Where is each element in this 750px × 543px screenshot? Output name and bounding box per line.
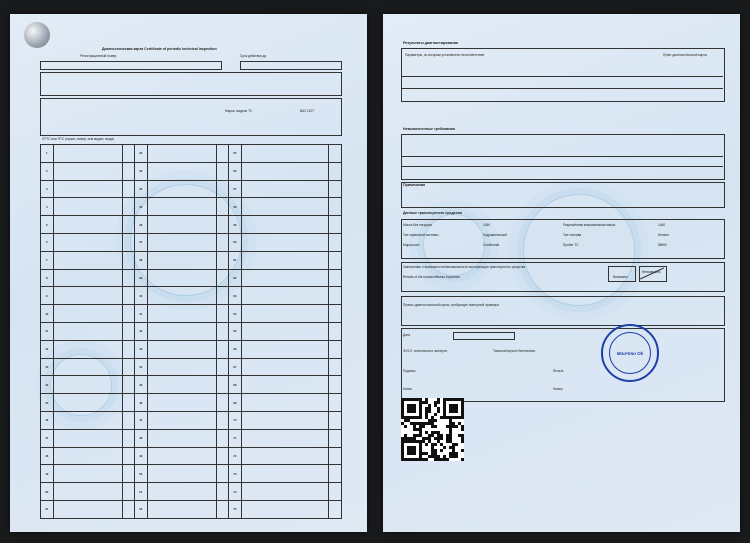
table-cell [147, 269, 216, 287]
table-row [41, 340, 342, 358]
table-cell: 42 [135, 322, 148, 340]
table-row [41, 376, 342, 394]
remarks-box [401, 182, 725, 208]
table-cell: 51 [135, 483, 148, 501]
table-cell [53, 411, 122, 429]
table-row [41, 411, 342, 429]
table-row [41, 233, 342, 251]
table-cell [122, 358, 135, 376]
table-cell: 35 [135, 198, 148, 216]
table-cell: 56 [229, 162, 242, 180]
table-cell [216, 269, 229, 287]
table-cell: 61 [229, 251, 242, 269]
table-cell [53, 145, 122, 163]
table-cell: 62 [229, 269, 242, 287]
table-row [41, 269, 342, 287]
date-label: Дата [403, 333, 411, 337]
table-cell: 55 [229, 145, 242, 163]
table-cell [53, 340, 122, 358]
table-cell [122, 322, 135, 340]
table-cell: 73 [229, 465, 242, 483]
table-cell: 47 [135, 411, 148, 429]
table-cell [147, 180, 216, 198]
table-cell [122, 233, 135, 251]
table-cell [329, 376, 342, 394]
table-cell [147, 145, 216, 163]
table-cell: 44 [135, 358, 148, 376]
table-cell: 19 [41, 465, 54, 483]
table-cell: 5 [41, 216, 54, 234]
table-cell [147, 251, 216, 269]
vehicle-brand-value: ВАЗ 2107 [300, 109, 315, 113]
table-cell [53, 287, 122, 305]
table-row [41, 180, 342, 198]
table-cell [53, 465, 122, 483]
notes-header: Пункт диагностической карты [663, 53, 707, 57]
table-cell [53, 198, 122, 216]
mass-value: 1060 [483, 223, 491, 227]
table-cell [216, 322, 229, 340]
table-cell: 49 [135, 447, 148, 465]
regulation-line: СРТС или ПТС (серия, номер, кем выдан, когда) [42, 137, 115, 141]
table-cell [329, 411, 342, 429]
table-cell [329, 500, 342, 518]
table-cell [147, 411, 216, 429]
hologram-sticker [24, 22, 50, 48]
brake-label: Тип тормозной системы [403, 233, 439, 237]
table-cell: 69 [229, 394, 242, 412]
table-cell [241, 145, 329, 163]
table-cell: 72 [229, 447, 242, 465]
table-cell [241, 162, 329, 180]
table-cell: 48 [135, 429, 148, 447]
table-cell: 66 [229, 340, 242, 358]
table-row [41, 358, 342, 376]
card-title: Диагностическая карта Certificate of periodic technical inspection [102, 47, 217, 51]
repeat-label: Пункты диагностической карты, требующие повторной проверки [403, 303, 499, 307]
table-cell: 32 [135, 145, 148, 163]
table-cell [147, 340, 216, 358]
reg-number-boxes [40, 61, 222, 70]
table-cell [329, 233, 342, 251]
table-cell [216, 251, 229, 269]
table-cell [216, 465, 229, 483]
mileage-value: 86500 [658, 243, 667, 247]
table-cell [216, 162, 229, 180]
table-cell: 41 [135, 305, 148, 323]
expert-value: Тимохов Кирилл Евгеньевич [493, 349, 536, 353]
table-cell [122, 287, 135, 305]
table-cell [122, 340, 135, 358]
table-cell: 40 [135, 287, 148, 305]
table-cell [53, 269, 122, 287]
table-cell [122, 162, 135, 180]
table-cell [147, 322, 216, 340]
table-row [41, 162, 342, 180]
table-cell [329, 429, 342, 447]
table-cell [216, 180, 229, 198]
table-cell [122, 198, 135, 216]
table-cell [241, 269, 329, 287]
table-cell: 38 [135, 251, 148, 269]
repeat-box [401, 296, 725, 326]
table-cell: 16 [41, 411, 54, 429]
table-cell [122, 394, 135, 412]
table-cell [216, 394, 229, 412]
table-cell: 71 [229, 429, 242, 447]
table-cell: 3 [41, 180, 54, 198]
table-cell [122, 429, 135, 447]
table-cell [241, 233, 329, 251]
vehicle-data-label: Данные транспортного средства [403, 211, 462, 215]
table-cell [241, 216, 329, 234]
table-cell: 34 [135, 180, 148, 198]
conclusion-en: Results of the roadworthiness inspection [403, 275, 461, 279]
table-cell [329, 216, 342, 234]
table-cell [241, 198, 329, 216]
mass-label: Масса без нагрузки [403, 223, 432, 227]
table-cell [216, 198, 229, 216]
diagnostic-card-back-page [383, 14, 740, 532]
vehicle-brand-label: Марка, модель ТС [225, 109, 253, 113]
table-cell: 45 [135, 376, 148, 394]
table-cell [53, 429, 122, 447]
table-cell [216, 233, 229, 251]
table-cell: 36 [135, 216, 148, 234]
table-cell [241, 340, 329, 358]
table-cell [216, 145, 229, 163]
table-cell [53, 376, 122, 394]
params-header: Параметры, по которым установлено несоответствие [405, 53, 485, 57]
table-cell [329, 180, 342, 198]
valid-until-boxes [240, 61, 342, 70]
table-cell [216, 305, 229, 323]
table-cell: 6 [41, 233, 54, 251]
signature-block [401, 328, 725, 402]
table-row [41, 500, 342, 518]
official-stamp [601, 324, 659, 382]
table-cell [216, 411, 229, 429]
table-cell [53, 394, 122, 412]
nonconform-table [401, 134, 725, 180]
max-mass-value: 1460 [658, 223, 666, 227]
table-cell [122, 465, 135, 483]
table-cell [147, 287, 216, 305]
table-cell [329, 251, 342, 269]
table-cell [216, 358, 229, 376]
table-cell [53, 500, 122, 518]
table-cell [241, 429, 329, 447]
table-cell [122, 269, 135, 287]
table-cell [216, 500, 229, 518]
number-label: Номер [553, 387, 563, 391]
table-cell [329, 162, 342, 180]
table-cell [147, 483, 216, 501]
allowed-box [608, 266, 636, 282]
table-cell [241, 180, 329, 198]
table-cell [122, 376, 135, 394]
signature-label: Подпись [403, 369, 416, 373]
table-cell: 65 [229, 322, 242, 340]
copy-label: Копия [403, 387, 412, 391]
table-row [41, 251, 342, 269]
table-cell: 52 [135, 500, 148, 518]
table-cell [329, 269, 342, 287]
remarks-label: Примечания [403, 183, 426, 187]
denied-label: Невозможно [642, 270, 661, 274]
table-cell [122, 251, 135, 269]
table-cell [241, 322, 329, 340]
table-cell: 67 [229, 358, 242, 376]
table-cell [122, 216, 135, 234]
table-cell: 70 [229, 411, 242, 429]
fuel-value: Бензин [658, 233, 669, 237]
table-row [41, 287, 342, 305]
table-cell [53, 180, 122, 198]
table-cell [53, 358, 122, 376]
table-cell [147, 500, 216, 518]
table-cell [241, 394, 329, 412]
table-cell [147, 305, 216, 323]
table-cell: 39 [135, 269, 148, 287]
table-cell: 75 [229, 500, 242, 518]
table-cell [241, 447, 329, 465]
table-cell: 63 [229, 287, 242, 305]
table-cell [147, 465, 216, 483]
table-row [41, 198, 342, 216]
table-cell [53, 483, 122, 501]
table-cell: 50 [135, 465, 148, 483]
date-boxes [453, 332, 515, 340]
table-cell [241, 358, 329, 376]
table-cell: 43 [135, 340, 148, 358]
table-cell: 21 [41, 500, 54, 518]
operator-info-block [40, 72, 342, 96]
table-cell [241, 251, 329, 269]
table-cell [241, 465, 329, 483]
table-cell: 1 [41, 145, 54, 163]
table-cell [147, 198, 216, 216]
table-cell [329, 198, 342, 216]
table-cell: 60 [229, 233, 242, 251]
table-cell [147, 447, 216, 465]
table-cell: 14 [41, 376, 54, 394]
table-cell [241, 500, 329, 518]
table-cell [122, 500, 135, 518]
table-row [41, 429, 342, 447]
table-cell [122, 411, 135, 429]
fuel-label: Тип топлива [563, 233, 582, 237]
table-cell [53, 233, 122, 251]
table-row [41, 394, 342, 412]
table-cell [122, 483, 135, 501]
table-cell [53, 216, 122, 234]
table-cell: 58 [229, 198, 242, 216]
table-cell: 59 [229, 216, 242, 234]
tires-label: Марка шин [403, 243, 420, 247]
table-cell [53, 322, 122, 340]
max-mass-label: Разрешённая максимальная масса [563, 223, 616, 227]
table-cell [241, 483, 329, 501]
table-cell [329, 465, 342, 483]
table-cell [216, 287, 229, 305]
table-cell: 68 [229, 376, 242, 394]
allowed-label: Возможно [613, 275, 628, 279]
brake-value: Гидравлический [483, 233, 507, 237]
conclusion-label: Заключение о возможности/невозможности эксплуатации транспортного средства [403, 265, 526, 269]
vehicle-info-block [40, 98, 342, 136]
table-cell [329, 358, 342, 376]
table-cell [53, 305, 122, 323]
table-row [41, 447, 342, 465]
table-cell [216, 429, 229, 447]
table-cell [147, 394, 216, 412]
table-cell [122, 145, 135, 163]
table-cell [147, 233, 216, 251]
table-cell: 74 [229, 483, 242, 501]
table-cell: 7 [41, 251, 54, 269]
table-cell: 17 [41, 429, 54, 447]
table-cell: 10 [41, 305, 54, 323]
table-cell [329, 287, 342, 305]
table-cell [53, 251, 122, 269]
table-cell [241, 287, 329, 305]
table-cell [329, 340, 342, 358]
mileage-label: Пробег ТС [563, 243, 579, 247]
table-cell [53, 447, 122, 465]
table-cell: 57 [229, 180, 242, 198]
table-cell [329, 322, 342, 340]
table-cell [329, 305, 342, 323]
table-cell [216, 340, 229, 358]
table-cell: 8 [41, 269, 54, 287]
table-cell: 4 [41, 198, 54, 216]
table-row [41, 145, 342, 163]
table-cell [147, 376, 216, 394]
table-cell: 12 [41, 340, 54, 358]
table-cell [122, 180, 135, 198]
table-cell [241, 376, 329, 394]
table-cell [329, 394, 342, 412]
table-cell [216, 483, 229, 501]
tires-value: Continental [483, 243, 500, 247]
nonconform-title: Невыполненные требования [403, 127, 455, 131]
table-cell: 18 [41, 447, 54, 465]
diagnostic-card-front-page [10, 14, 367, 532]
reg-number-label: Регистрационный номер [80, 54, 117, 58]
stamp-label: Печать [553, 369, 564, 373]
table-cell: 64 [229, 305, 242, 323]
table-cell: 9 [41, 287, 54, 305]
table-cell [147, 216, 216, 234]
table-cell: 33 [135, 162, 148, 180]
table-cell [329, 447, 342, 465]
inspection-checklist [40, 144, 342, 519]
table-row [41, 305, 342, 323]
table-cell [216, 447, 229, 465]
stamp-text: МоиЧто Ok [609, 332, 651, 374]
table-cell [241, 411, 329, 429]
table-row [41, 465, 342, 483]
table-cell: 13 [41, 358, 54, 376]
table-cell [122, 447, 135, 465]
table-cell [147, 162, 216, 180]
results-title: Результаты диагностирования [403, 41, 459, 45]
table-cell: 46 [135, 394, 148, 412]
table-cell: 20 [41, 483, 54, 501]
table-row [41, 322, 342, 340]
table-cell: 2 [41, 162, 54, 180]
expert-label: Ф.И.О. технического эксперта [403, 349, 448, 353]
table-cell [329, 145, 342, 163]
table-cell [53, 162, 122, 180]
table-cell: 11 [41, 322, 54, 340]
table-cell [216, 216, 229, 234]
table-row [41, 216, 342, 234]
table-cell: 15 [41, 394, 54, 412]
table-cell [147, 358, 216, 376]
table-row [41, 483, 342, 501]
table-cell [216, 376, 229, 394]
qr-code [401, 398, 464, 461]
valid-until-label: Срок действия до [240, 54, 267, 58]
table-cell: 37 [135, 233, 148, 251]
table-cell [122, 305, 135, 323]
table-cell [241, 305, 329, 323]
table-cell [329, 483, 342, 501]
table-cell [147, 429, 216, 447]
